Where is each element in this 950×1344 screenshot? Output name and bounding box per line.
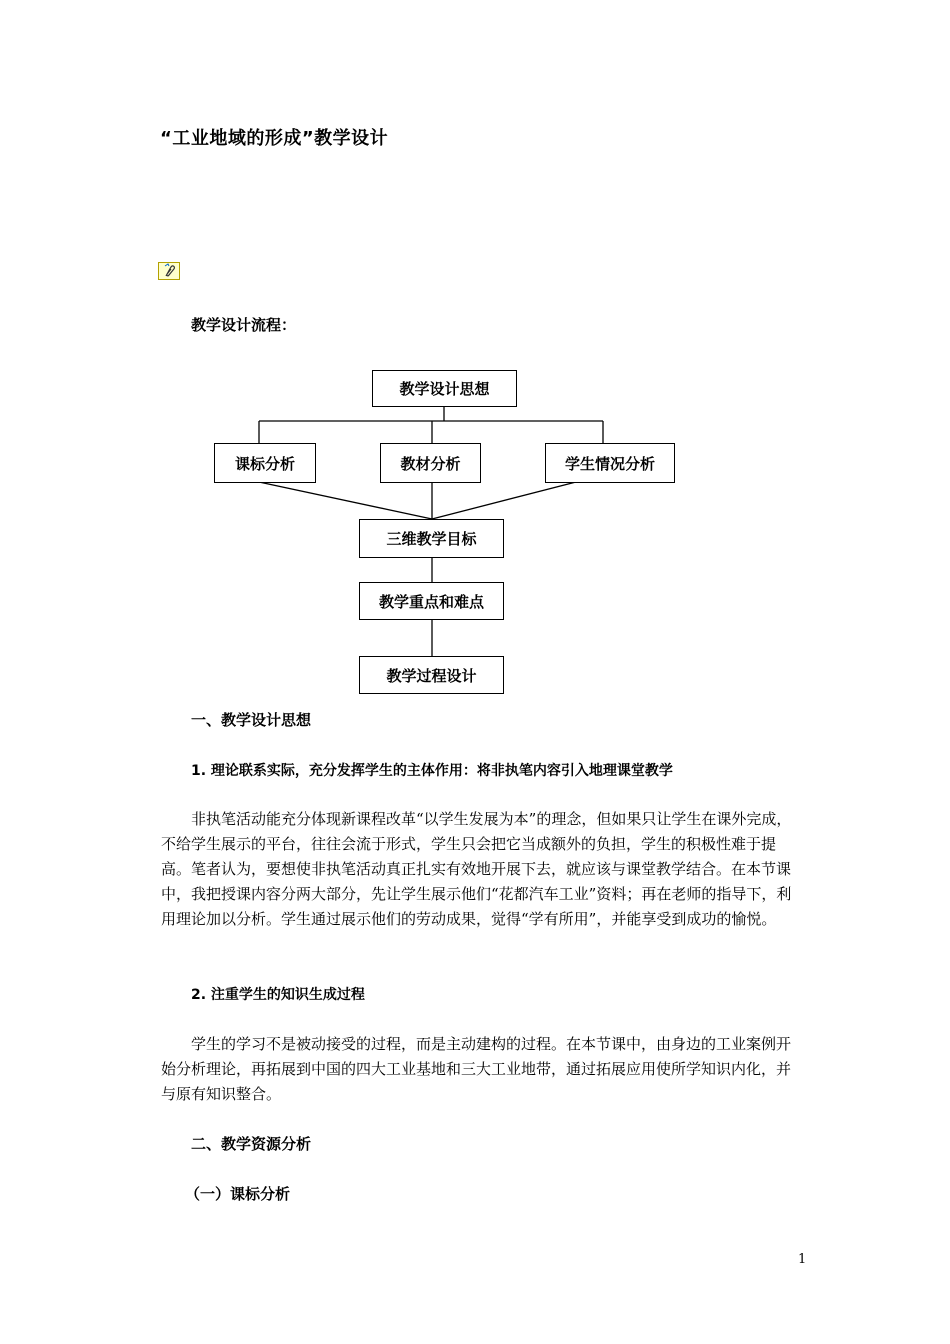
paragraph-1-text: 非执笔活动能充分体现新课程改革“以学生发展为本”的理念，但如果只让学生在课外完成，不给学生展示的平台，往往会流于形式，学生只会把它当成额外的负担，学生的积极性难于提高。笔者认为，要想使非执笔活动真正扎实有效地开展下去，就应该与课堂教学结合。在本节课中，我把授课内容分两大部分，先让学生展示他们“花都汽车工业”资料；再在老师的指导下，利用理论加以分析。学生通过展示他们的劳动成果，觉得“学有所用”，并能享受到成功的愉悦。 xyxy=(161,810,792,928)
flow-box-three-dim-goals: 三维教学目标 xyxy=(359,519,504,558)
paragraph-2-text: 学生的学习不是被动接受的过程，而是主动建构的过程。在本节课中，由身边的工业案例开始分析理论，再拓展到中国的四大工业基地和三大工业地带，通过拓展应用使所学知识内化，并与原有知识整合。 xyxy=(161,1035,792,1103)
item-heading-1: 1. 理论联系实际，充分发挥学生的主体作用：将非执笔内容引入地理课堂教学 xyxy=(191,763,673,779)
flow-box-curriculum-analysis: 课标分析 xyxy=(214,443,316,483)
section-heading-1: 一、教学设计思想 xyxy=(191,711,312,729)
flow-box-process-design: 教学过程设计 xyxy=(359,656,504,694)
item-heading-2: 2. 注重学生的知识生成过程 xyxy=(191,987,365,1003)
page-number: 1 xyxy=(798,1252,807,1267)
document-title: “工业地域的形成”教学设计 xyxy=(160,128,389,149)
flow-box-design-idea: 教学设计思想 xyxy=(372,370,517,407)
flow-label: 教学设计流程： xyxy=(191,316,297,334)
section-heading-2: 二、教学资源分析 xyxy=(191,1135,312,1153)
flow-box-student-analysis: 学生情况分析 xyxy=(545,443,675,483)
flow-box-textbook-analysis: 教材分析 xyxy=(380,443,481,483)
subsection-heading-1: （一）课标分析 xyxy=(185,1185,291,1203)
flow-box-key-points: 教学重点和难点 xyxy=(359,582,504,620)
paragraph-1 xyxy=(161,807,794,932)
paragraph-2 xyxy=(161,1032,794,1107)
